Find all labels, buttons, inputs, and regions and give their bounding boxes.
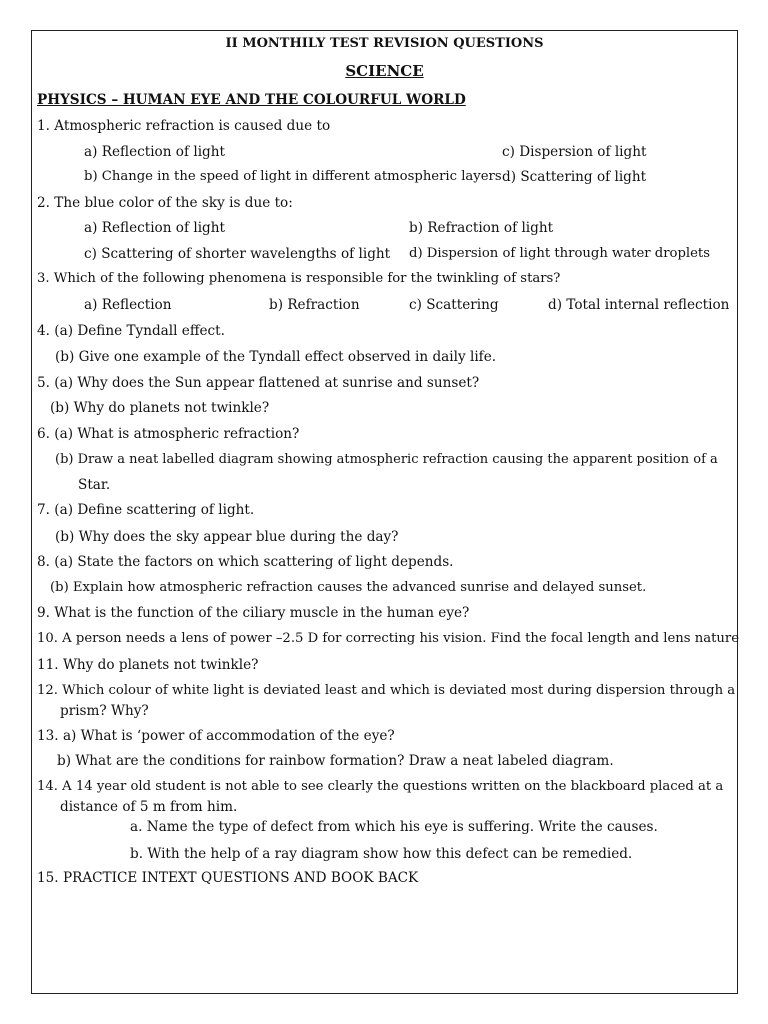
q1-option-d: d) Scattering of light [502, 169, 647, 185]
question-8b: (b) Explain how atmospheric refraction causes the advanced sunrise and delayed sunset. [50, 580, 647, 595]
question-4b: (b) Give one example of the Tyndall effect observed in daily life. [55, 349, 497, 365]
subject-label: SCIENCE [345, 62, 424, 80]
section-heading: PHYSICS – HUMAN EYE AND THE COLOURFUL WORLD [37, 92, 466, 108]
question-6b: (b) Draw a neat labelled diagram showing atmospheric refraction causing the apparent position of a [55, 452, 718, 467]
q2-option-d: d) Dispersion of light through water droplets [409, 246, 710, 261]
q2-option-a: a) Reflection of light [84, 220, 225, 236]
question-5b: (b) Why do planets not twinkle? [50, 400, 270, 416]
question-14-cont: distance of 5 m from him. [60, 799, 238, 815]
question-7b: (b) Why does the sky appear blue during the day? [55, 529, 399, 545]
q3-option-a: a) Reflection [84, 297, 172, 313]
question-14b: b. With the help of a ray diagram show how this defect can be remedied. [130, 846, 633, 862]
q2-option-c: c) Scattering of shorter wavelengths of light [84, 246, 391, 262]
question-9: 9. What is the function of the ciliary muscle in the human eye? [37, 605, 470, 621]
q3-option-c: c) Scattering [409, 297, 499, 313]
question-8a: 8. (a) State the factors on which scattering of light depends. [37, 554, 454, 570]
question-11: 11. Why do planets not twinkle? [37, 657, 259, 673]
q3-option-b: b) Refraction [269, 297, 360, 313]
question-12: 12. Which colour of white light is deviated least and which is deviated most during dispersion through a [37, 683, 736, 698]
question-14a: a. Name the type of defect from which his eye is suffering. Write the causes. [130, 819, 658, 835]
question-13a: 13. a) What is ‘power of accommodation of the eye? [37, 728, 395, 744]
question-5a: 5. (a) Why does the Sun appear flattened at sunrise and sunset? [37, 375, 480, 391]
question-10: 10. A person needs a lens of power –2.5 D for correcting his vision. Find the focal length and lens nature [37, 631, 740, 646]
q3-option-d: d) Total internal reflection [548, 297, 730, 313]
question-7a: 7. (a) Define scattering of light. [37, 502, 255, 518]
q2-option-b: b) Refraction of light [409, 220, 554, 236]
question-2: 2. The blue color of the sky is due to: [37, 195, 293, 211]
subject-title [31, 62, 738, 80]
q1-option-b: b) Change in the speed of light in different atmospheric layers [84, 169, 502, 184]
question-14: 14. A 14 year old student is not able to see clearly the questions written on the blackboard placed at a [37, 779, 724, 794]
question-4a: 4. (a) Define Tyndall effect. [37, 323, 225, 339]
question-13b: b) What are the conditions for rainbow formation? Draw a neat labeled diagram. [57, 753, 614, 769]
question-6a: 6. (a) What is atmospheric refraction? [37, 426, 300, 442]
question-12-cont: prism? Why? [60, 703, 149, 719]
test-title: II MONTHILY TEST REVISION QUESTIONS [225, 36, 544, 51]
question-1: 1. Atmospheric refraction is caused due to [37, 118, 331, 134]
question-6b-cont: Star. [78, 477, 111, 493]
q1-option-c: c) Dispersion of light [502, 144, 647, 160]
question-15: 15. PRACTICE INTEXT QUESTIONS AND BOOK BACK [37, 870, 419, 886]
q1-option-a: a) Reflection of light [84, 144, 225, 160]
question-3: 3. Which of the following phenomena is responsible for the twinkling of stars? [37, 271, 561, 286]
